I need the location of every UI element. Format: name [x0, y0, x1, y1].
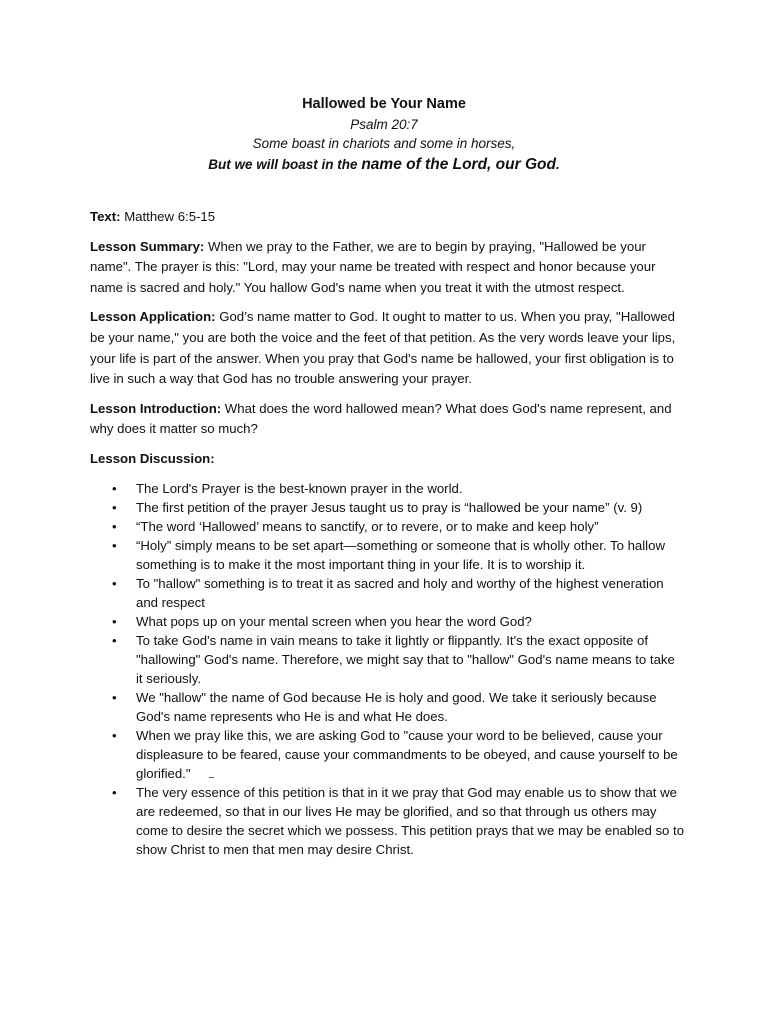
- scripture-reference: Psalm 20:7: [350, 117, 418, 132]
- list-item: [112, 574, 685, 612]
- hyperlink-marker[interactable]: [209, 767, 214, 778]
- application-label: Lesson Application:: [90, 309, 216, 325]
- text-value: Matthew 6:5-15: [120, 209, 216, 224]
- bullet-icon: •: [112, 537, 117, 553]
- bullet-icon: •: [112, 632, 117, 648]
- application-value: God’s name matter to God. It ought to matter to us. When you pray, "Hallowed be your name," you are both the voice and the feet of that petition. As the very words leave your lips, your life is part of the answer. When you pray that God's name be hallowed, your first obligation is to live in such a way that God has no trouble answering your prayer.: [90, 309, 676, 387]
- list-item-text: The very essence of this petition is that in it we pray that God may enable us to show that we are redeemed, so that in our lives He may be glorified, and so that through us others may come to desire the secret which we possess. This petition prays that we may be enabled so to show Christ to men that men may desire Christ.: [136, 784, 685, 857]
- summary-value: When we pray to the Father, we are to begin by praying, "Hallowed be your name". The prayer is this: "Lord, may your name be treated with respect and honor because your name is sacred and holy." You hallow God's name when you treat it with the utmost respect.: [90, 238, 656, 295]
- text-label: Text:: [90, 209, 121, 224]
- list-item: [112, 612, 685, 631]
- discussion-paragraph: [90, 449, 685, 470]
- list-item: [112, 688, 685, 726]
- lesson-body: [90, 207, 685, 859]
- list-item: [112, 783, 685, 859]
- list-item: [112, 536, 685, 574]
- verse-line-1: Some boast in chariots and some in horses,: [252, 136, 516, 151]
- text-paragraph: [90, 207, 685, 228]
- bullet-icon: •: [112, 613, 117, 629]
- list-item: [112, 479, 685, 498]
- list-item: [112, 517, 685, 536]
- discussion-label: Lesson Discussion:: [90, 450, 215, 466]
- verse-line-2-emphasis: name of the Lord, our God: [361, 156, 556, 173]
- list-item-text: “Holy” simply means to be set apart—something or someone that is wholly other. To hallow something is to make it the most important thing in your life. It is to worship it.: [136, 537, 665, 572]
- list-item: [112, 498, 685, 517]
- bullet-icon: •: [112, 499, 117, 515]
- summary-paragraph: [90, 237, 685, 299]
- bullet-icon: •: [112, 575, 117, 591]
- list-item-text: The Lord's Prayer is the best-known prayer in the world.: [136, 480, 463, 496]
- bullet-icon: •: [112, 727, 117, 743]
- list-item: [112, 631, 685, 688]
- application-paragraph: [90, 307, 685, 389]
- summary-label: Lesson Summary:: [90, 238, 205, 254]
- verse-line-2-lead: But we will boast in the: [208, 157, 358, 172]
- verse-line-2: [0, 156, 768, 174]
- list-item-text: “The word ‘Hallowed’ means to sanctify, or to revere, or to make and keep holy”: [136, 518, 599, 534]
- introduction-value: What does the word hallowed mean? What does God's name represent, and why does it matter so much?: [90, 400, 672, 437]
- list-item-text: When we pray like this, we are asking God to "cause your word to be believed, cause your displeasure to be feared, cause your commandments to be obeyed, and cause yourself to be glorified.": [136, 727, 678, 781]
- introduction-label: Lesson Introduction:: [90, 400, 222, 416]
- bullet-icon: •: [112, 518, 117, 534]
- verse-line-2-period: .: [555, 157, 560, 172]
- page-title: Hallowed be Your Name: [302, 96, 466, 112]
- list-item-text: To take God's name in vain means to take it lightly or flippantly. It's the exact opposite of "hallowing" God's name. Therefore, we might say that to "hallow" God's name means to take it seriously.: [136, 632, 675, 686]
- discussion-list: [90, 479, 685, 859]
- list-item-text: We "hallow" the name of God because He is holy and good. We take it seriously because God's name represents who He is and what He does.: [136, 689, 657, 724]
- bullet-icon: •: [112, 689, 117, 705]
- list-item-text: The first petition of the prayer Jesus taught us to pray is “hallowed be your name” (v. 9): [136, 499, 643, 515]
- bullet-icon: •: [112, 480, 117, 496]
- list-item-text: What pops up on your mental screen when you hear the word God?: [136, 613, 532, 629]
- list-item: [112, 726, 685, 783]
- bullet-icon: •: [112, 784, 117, 800]
- list-item-text: To "hallow" something is to treat it as sacred and holy and worthy of the highest veneration and respect: [136, 575, 664, 610]
- introduction-paragraph: [90, 399, 685, 440]
